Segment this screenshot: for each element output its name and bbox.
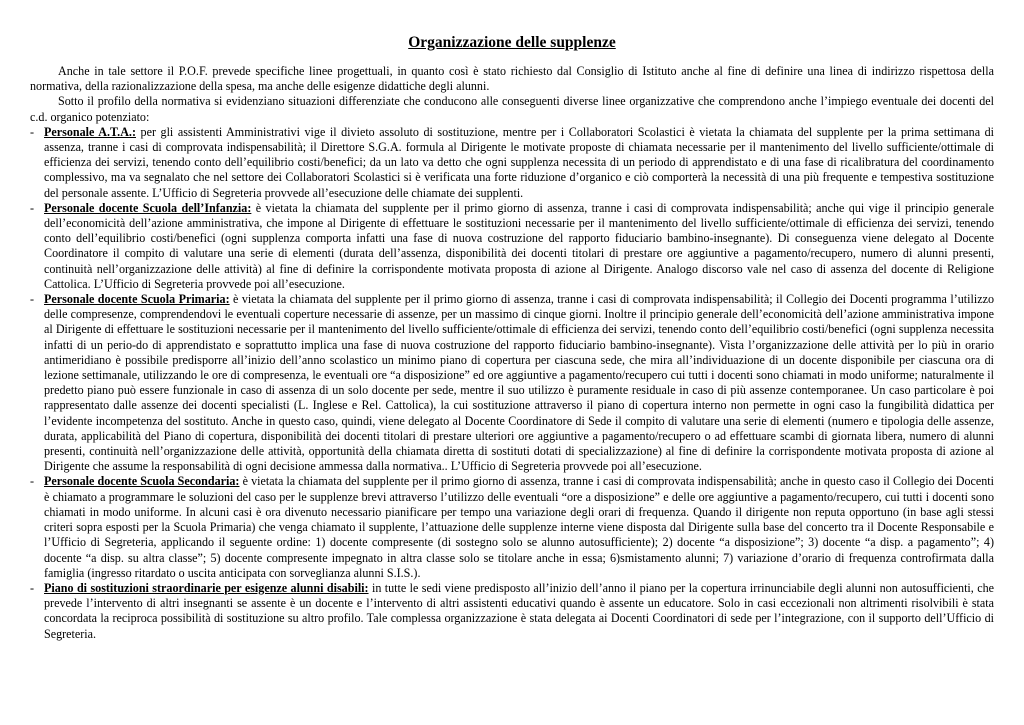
intro-paragraph-2: Sotto il profilo della normativa si evidenziano situazioni differenziate che conducono alle conseguenti diverse linee organizzative che comprendono anche l’impiego eventuale dei docenti del c.d. organico potenziato:	[30, 94, 994, 124]
intro-paragraph-1: Anche in tale settore il P.O.F. prevede specifiche linee progettuali, in quanto così è stato richiesto dal Consiglio di Istituto anche al fine di definire una linea di indirizzo rispettosa della normativa, della razionalizzazione della spesa, ma anche delle esigenze didattiche degli alunni.	[30, 64, 994, 94]
item-label-infanzia: Personale docente Scuola dell’Infanzia:	[44, 200, 252, 215]
list-item-secondaria	[30, 474, 994, 580]
list-bullet: -	[30, 200, 35, 215]
list-item-ata	[30, 125, 994, 201]
item-label-disabili: Piano di sostituzioni straordinarie per esigenze alunni disabili:	[44, 580, 369, 595]
item-label-primaria: Personale docente Scuola Primaria:	[44, 292, 230, 307]
supplenze-list	[30, 125, 994, 642]
list-bullet: -	[30, 474, 35, 489]
list-item-primaria	[30, 292, 994, 474]
item-text-disabili: in tutte le sedi viene predisposto all’inizio dell’anno il piano per la copertura irrinunciabile degli alunni non autosufficienti, che prevede l’intervento di altri insegnanti se assente è un docente e l’intervento di altri assistenti educativi quando è assente un educatore. Solo in casi eccezionali non altrimenti risolvibili è stata concordata la reciproca possibilità di sostituzione su altro profilo. Tale complessa organizzazione è stata delegata ai Docenti Coordinatori di sede per l’integrazione, con il supporto dell’Ufficio di Segreteria.	[44, 580, 994, 641]
page-title: Organizzazione delle supplenze	[408, 34, 616, 51]
item-label-ata: Personale A.T.A.:	[44, 124, 136, 139]
list-bullet: -	[30, 292, 35, 307]
list-bullet: -	[30, 580, 35, 595]
list-bullet: -	[30, 124, 35, 139]
item-text-infanzia: è vietata la chiamata del supplente per il primo giorno di assenza, tranne i casi di comprovata indispensabilità; anche qui vige il principio generale dell’economicità dell’azione amministrativa, che impone al Dirigente di effettuare le sostituzioni necessarie per il mantenimento del livello sufficiente/ottimale di efficienza dei servizi, tenendo conto dell’equilibrio costi/benefici (ogni supplenza comporta infatti una fase di nuova costruzione del rapporto fiduciario bambino-insegnante). Di conseguenza viene delegato al Docente Coordinatore il compito di valutare una serie di elementi (durata dell’assenza, disponibilità dei docenti titolari di prestare ore aggiuntive a pagamento/recupero, numero di alunni presenti, continuità nell’organizzazione delle attività) al fine di definire la corrispondente motivata proposta di azione al Dirigente. Analogo discorso vale nel caso di assenza del docente di Religione Cattolica. L’Ufficio di Segreteria provvede poi all’esecuzione.	[44, 200, 994, 291]
item-text-secondaria: è vietata la chiamata del supplente per il primo giorno di assenza, tranne i casi di comprovata indispensabilità; anche in questo caso il Collegio dei Docenti è chiamato a programmare le soluzioni del caso per le supplenze brevi attraverso l’utilizzo delle eventuali “ore a disposizione” e delle ore aggiuntive a pagamento/recupero, cui tutti i docenti sono chiamati in modo uniforme. In alcuni casi è ora divenuto necessario pianificare per tempo una variazione degli orari di frequenza. Quando il dirigente non reputa opportuno (in base agli stessi criteri sopra esposti per la Scuola Primaria) che venga chiamato il supplente, l’attuazione delle supplenze interne viene disposta dal Dirigente sulla base del concerto tra il Docente Responsabile e l’Ufficio di Segreteria, applicando il seguente ordine: 1) docente compresente (di sostegno solo se alunno autosufficiente); 2) docente “a disposizione”; 3) docente “a disp. a pagamento”; 4) docente “a disp. su altra classe”; 5) docente compresente impegnato in altra classe solo se titolare anche in essa; 6)smistamento alunni; 7) variazione d’orario di frequenza controfirmata dalla famiglia (ingresso ritardato o uscita anticipata con sorveglianza alunni S.I.S.).	[44, 474, 994, 580]
item-text-ata: per gli assistenti Amministrativi vige il divieto assoluto di sostituzione, mentre per i Collaboratori Scolastici è vietata la chiamata del supplente per la prima settimana di assenza, tranne i casi di comprovata indispensabilità; il Direttore S.G.A. formula al Dirigente le motivate proposte di chiamata necessarie per il mantenimento del livello sufficiente/ottimale di efficienza dei servizi, tenendo conto dell’equilibrio costi/benefici; da un lato va detto che ogni supplenza necessita di un periodo di apprendistato e di una fase di ricalibratura del coordinamento complessivo, ma va segnalato che nel settore dei Collaboratori Scolastici si è verificata una forte riduzione d’organico e ciò comporterà la necessità di una più frequente e tempestiva sostituzione del personale assente. L’Ufficio di Segreteria provvede all’esecuzione delle chiamate dei supplenti.	[44, 124, 995, 200]
list-item-infanzia	[30, 201, 994, 292]
list-item-disabili	[30, 581, 994, 642]
item-text-primaria: è vietata la chiamata del supplente per il primo giorno di assenza, tranne i casi di comprovata indispensabilità; il Collegio dei Docenti programma l’utilizzo delle compresenze, comprendendovi le eventuali coperture necessarie di assenze, per un massimo di cinque giorni. Inoltre il principio generale dell’economicità dell’azione amministrativa impone al Dirigente di effettuare le sostituzioni necessarie per il mantenimento del livello sufficiente/ottimale di efficienza dei servizi, tenendo conto dell’equilibrio costi/benefici (ogni supplenza necessita infatti di un perio-do di apprendistato e soprattutto implica una fase di nuova costruzione del rapporto fiduciario bambino-insegnante). Vista l’organizzazione delle attività per lo più in orario antimeridiano è possibile predisporre all’inizio dell’anno scolastico un minimo piano di copertura per ciascuna sede, che mira all’individuazione di un docente disponibile per ciascuna ora di lezione settimanale, utilizzando le ore di compresenza, le eventuali ore “a disposizione” ed ore aggiuntive a pagamento/recupero cui tutti i docenti sono chiamati in modo uniforme; naturalmente il predetto piano può essere funzionale in caso di assenza di un solo docente per sede, mentre il suo utilizzo è puramente residuale in caso di più assenze contemporanee. Un caso particolare è poi rappresentato dalle assenze dei docenti specialisti (L. Inglese e Rel. Cattolica), la cui sostituzione attraverso il piano di copertura interno non permette in ogni caso la fungibilità didattica per l’evidente incompetenza del sostituto. Anche in questo caso, quindi, viene delegato al Docente Coordinatore di Sede il compito di valutare una serie di elementi (numero e tipologia delle assenze, durata, applicabilità del Piano di copertura, disponibilità dei docenti titolari di prestare ulteriori ore aggiuntive a pagamento/recupero o ad effettuare scambi di giornata libera, numero di alunni presenti, continuità nell’organizzazione delle attività, opportunità della chiamata diretta di sostituti dotati di specializzazione) al fine di definire la corrispondente motivata proposta di azione al Dirigente che assume la responsabilità di ogni decisione ammessa dalla normativa.. L’Ufficio di Segreteria provvede poi all’esecuzione.	[44, 292, 994, 474]
item-label-secondaria: Personale docente Scuola Secondaria:	[44, 474, 240, 489]
